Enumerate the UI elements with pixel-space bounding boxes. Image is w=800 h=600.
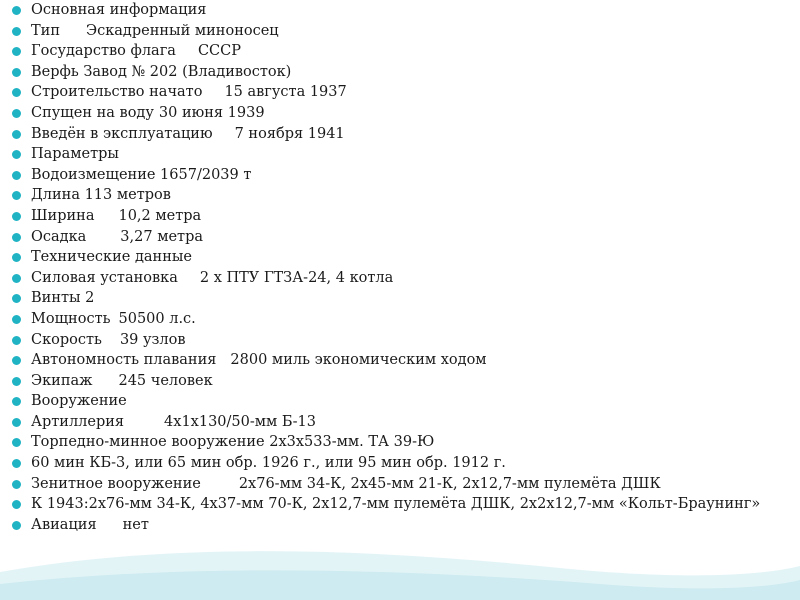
list-item (12, 124, 792, 145)
info-list (12, 0, 792, 535)
item-value: 245 человек (118, 372, 213, 389)
item-value: 4х1х130/50-мм Б-13 (164, 413, 316, 430)
item-text: Торпедно-минное вооружение 2х3х533-мм. ТА 39-Ю (31, 434, 435, 451)
item-value: 15 августа 1937 (224, 84, 347, 101)
item-label: Спущен на воду (31, 104, 154, 121)
item-label: Силовая установка (31, 269, 178, 286)
list-item (12, 474, 792, 495)
item-label: Ширина (31, 207, 95, 224)
item-value: нет (122, 516, 149, 533)
list-item (12, 453, 792, 474)
item-label: Авиация (31, 516, 97, 533)
item-label: Государство флага (31, 43, 176, 60)
item-value: 10,2 метра (118, 207, 202, 224)
list-item (12, 288, 792, 309)
item-text: Длина 113 метров (31, 187, 171, 204)
item-label: Артиллерия (31, 413, 125, 430)
list-item (12, 309, 792, 330)
list-item (12, 391, 792, 412)
item-text: 60 мин КБ-3, или 65 мин обр. 1926 г., или 95 мин обр. 1912 г. (31, 455, 506, 472)
item-label: Зенитное вооружение (31, 475, 201, 492)
item-text: Основная информация (31, 2, 207, 18)
list-item (12, 494, 792, 515)
item-label: Мощность (31, 310, 111, 327)
list-item (12, 82, 792, 103)
list-item (12, 515, 792, 536)
item-text: Технические данные (31, 249, 192, 266)
item-label: Введён в эксплуатацию (31, 125, 213, 142)
list-item (12, 41, 792, 62)
list-item (12, 371, 792, 392)
item-label: Осадка (31, 228, 87, 245)
item-value: 50500 л.с. (118, 310, 196, 327)
item-label: Тип (31, 22, 60, 39)
list-item (12, 165, 792, 186)
list-item (12, 206, 792, 227)
item-value: 39 узлов (119, 331, 186, 348)
item-value: 2х76-мм 34-К, 2х45-мм 21-К, 2х12,7-мм пулемёта ДШК (238, 475, 661, 492)
item-value: 7 ноября 1941 (234, 125, 345, 142)
item-value: 2 х ПТУ ГТЗА-24, 4 котла (199, 269, 394, 286)
item-text: Параметры (31, 146, 119, 163)
list-item (12, 0, 792, 21)
list-item (12, 103, 792, 124)
item-value: 2800 миль экономическим ходом (230, 352, 487, 369)
item-label: Автономность плавания (31, 352, 217, 369)
item-label: Экипаж (31, 372, 93, 389)
list-item (12, 185, 792, 206)
list-item (12, 21, 792, 42)
item-text: Верфь Завод № 202 (Владивосток) (31, 63, 292, 80)
list-item (12, 412, 792, 433)
list-item (12, 62, 792, 83)
item-text: Вооружение (31, 393, 127, 410)
item-value: Эскадренный миноносец (86, 22, 279, 39)
list-item (12, 330, 792, 351)
list-item (12, 227, 792, 248)
list-item (12, 268, 792, 289)
item-value: СССР (197, 43, 241, 60)
list-item (12, 432, 792, 453)
list-item (12, 247, 792, 268)
item-label: Скорость (31, 331, 102, 348)
item-text: Водоизмещение 1657/2039 т (31, 166, 252, 183)
item-text: Винты 2 (31, 290, 95, 307)
item-text: К 1943:2х76-мм 34-К, 4х37-мм 70-К, 2х12,7-мм пулемёта ДШК, 2х2х12,7-мм «Кольт-Браунинг» (31, 496, 761, 513)
list-item (12, 144, 792, 165)
item-value: 3,27 метра (120, 228, 203, 245)
item-value: 30 июня 1939 (158, 104, 265, 121)
list-item (12, 350, 792, 371)
item-label: Строительство начато (31, 84, 203, 101)
